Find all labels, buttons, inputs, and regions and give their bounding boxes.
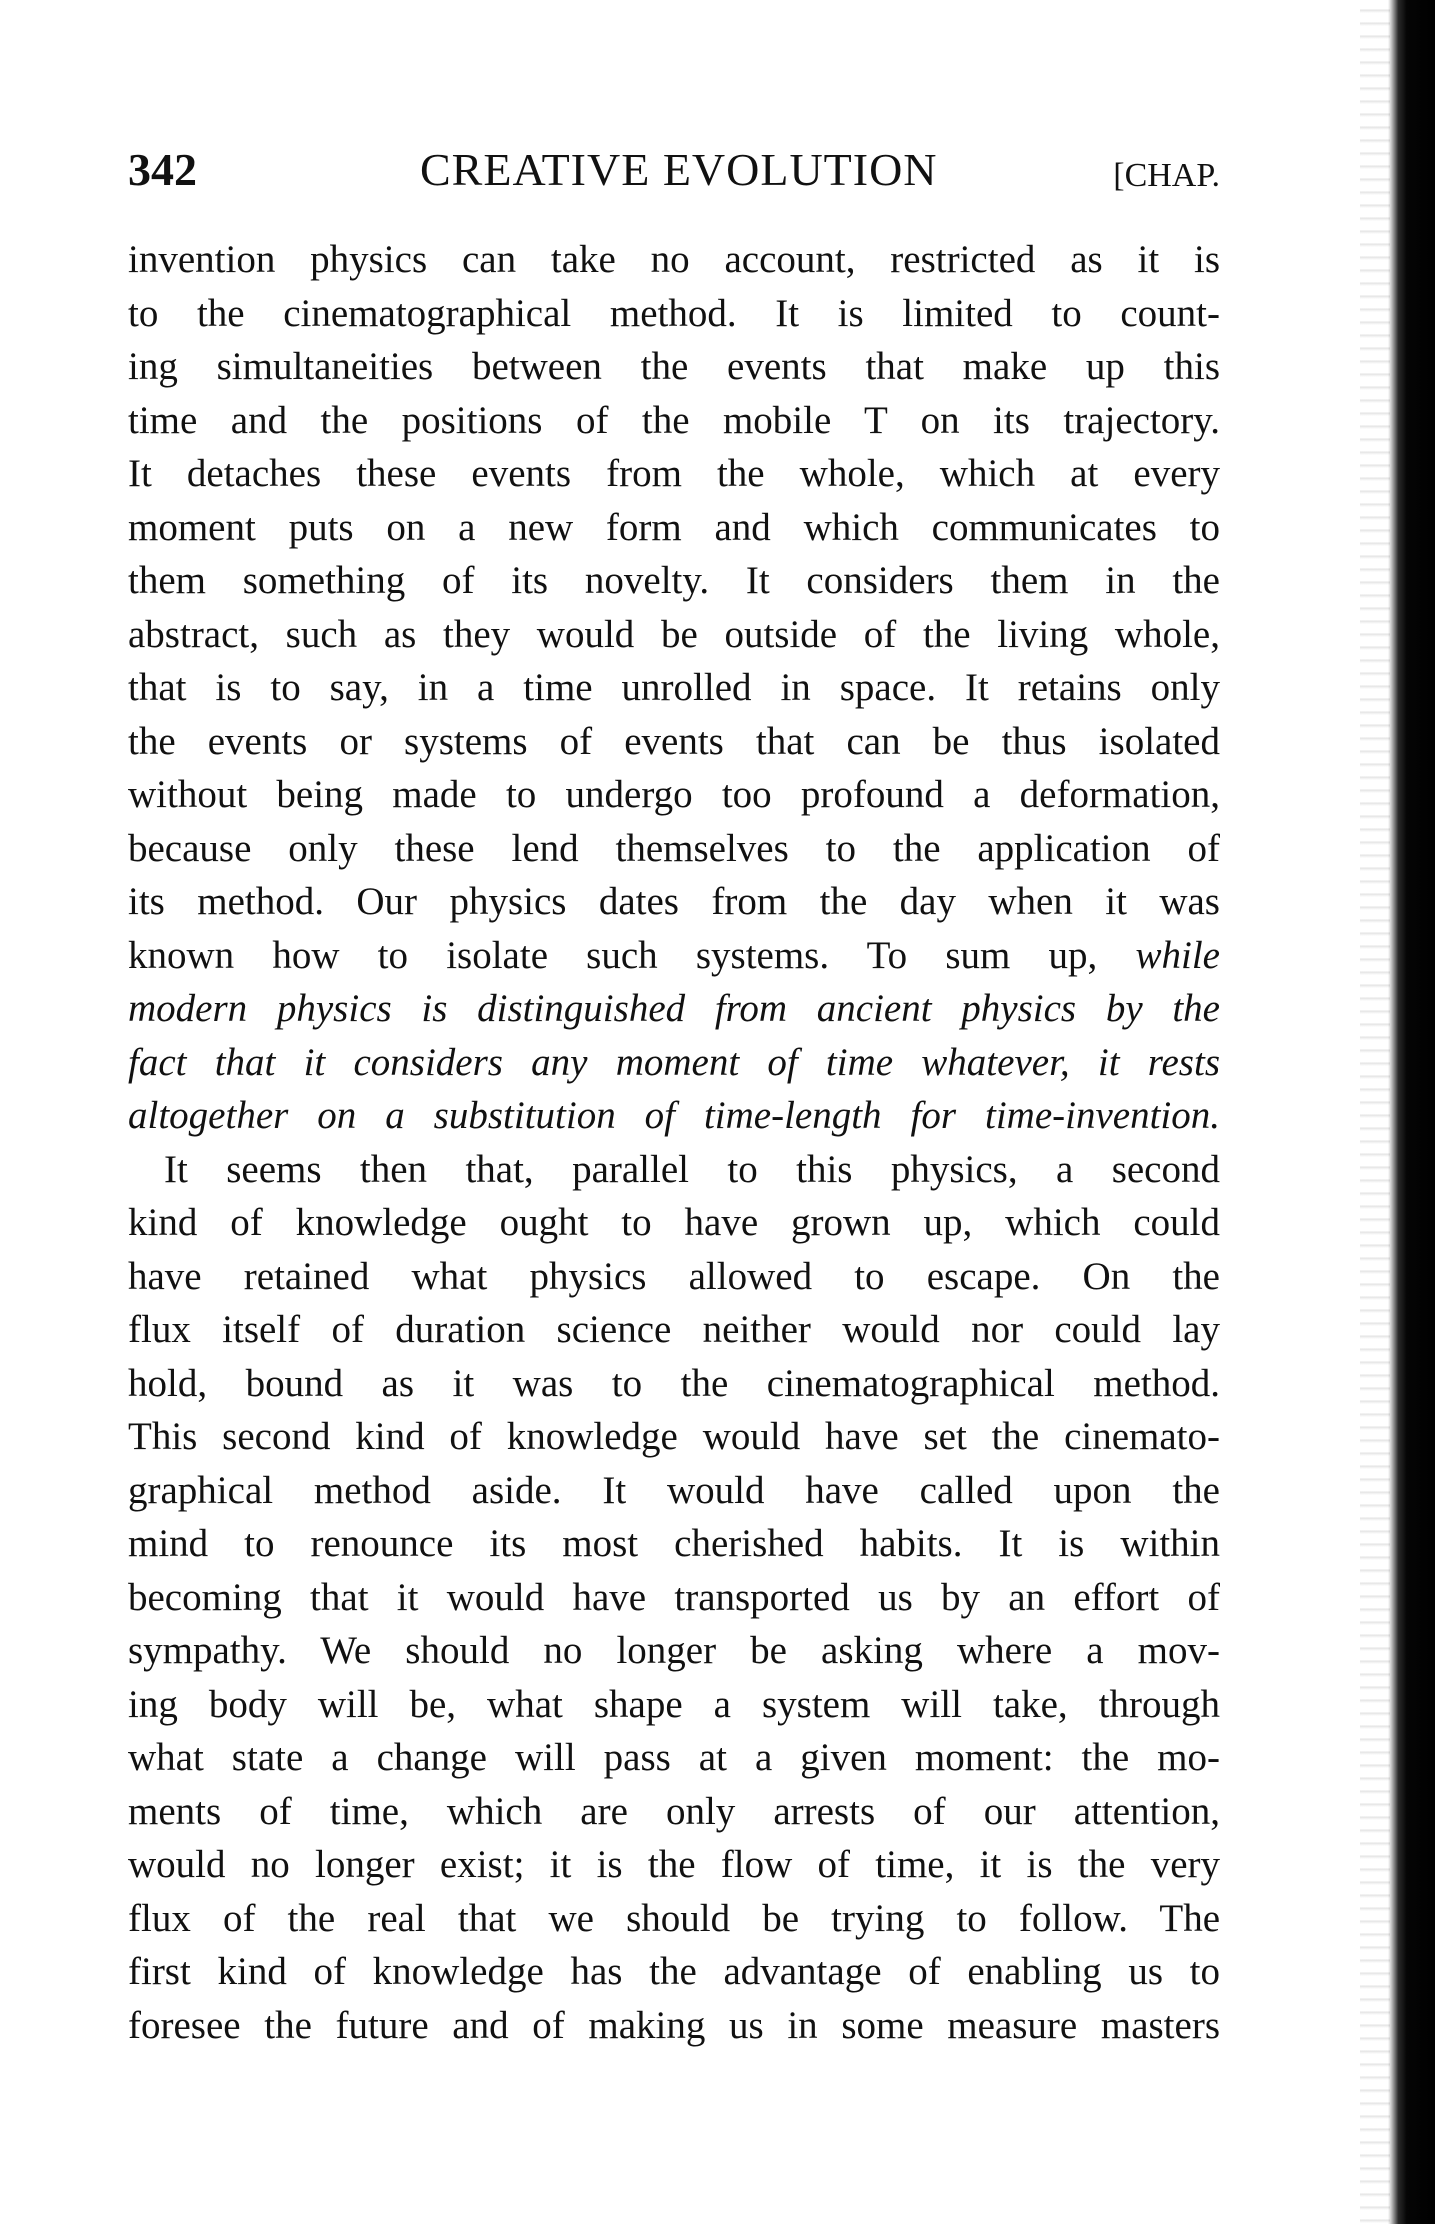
text-line: what state a change will pass at a given moment: the mo- xyxy=(128,1736,1220,1779)
text-line: would no longer exist; it is the flow of time, it is the very xyxy=(128,1843,1220,1886)
text-line: moment puts on a new form and which communicates to xyxy=(128,505,1220,549)
text-line: ing body will be, what shape a system will take, through xyxy=(128,1682,1220,1726)
text-line: flux of the real that we should be trying to follow. The xyxy=(128,1896,1220,1940)
text-line: foresee the future and of making us in some measure masters xyxy=(128,2003,1220,2047)
text-line-roman-part: known how to isolate such systems. To sum up, xyxy=(128,933,1098,977)
text-line: kind of knowledge ought to have grown up, which could xyxy=(128,1201,1220,1244)
text-line: This second kind of knowledge would have set the cinemato- xyxy=(128,1415,1220,1458)
scan-gutter-shadow xyxy=(1388,0,1435,2224)
text-line: have retained what physics allowed to escape. On the xyxy=(128,1254,1220,1298)
text-line-italic: altogether on a substitution of time-length for time-invention. xyxy=(128,1094,1220,1137)
text-line: them something of its novelty. It considers them in the xyxy=(128,559,1220,602)
text-line: without being made to undergo too profound a deformation, xyxy=(128,773,1220,816)
text-line: mind to renounce its most cherished habits. It is within xyxy=(128,1522,1220,1565)
text-line: flux itself of duration science neither would nor could lay xyxy=(128,1308,1220,1351)
text-line-italic-part: while xyxy=(1135,933,1220,977)
text-line: to the cinematographical method. It is limited to count- xyxy=(128,291,1220,335)
paragraph-start-line: It seems then that, parallel to this physics, a second xyxy=(164,1147,1220,1191)
text-line: first kind of knowledge has the advantage of enabling us to xyxy=(128,1950,1220,1993)
book-title: CREATIVE EVOLUTION xyxy=(420,144,938,195)
scan-gutter-speckle xyxy=(1360,0,1390,2224)
text-line: sympathy. We should no longer be asking where a mov- xyxy=(128,1629,1220,1672)
text-line: because only these lend themselves to the application of xyxy=(128,826,1220,870)
text-line: abstract, such as they would be outside of the living whole, xyxy=(128,612,1220,656)
text-line: invention physics can take no account, restricted as it is xyxy=(128,238,1220,281)
text-line: its method. Our physics dates from the day when it was xyxy=(128,880,1220,923)
text-line: ments of time, which are only arrests of our attention, xyxy=(128,1789,1220,1833)
page-body-text xyxy=(128,233,1220,2052)
running-head xyxy=(128,140,1220,200)
text-line: It detaches these events from the whole, which at every xyxy=(128,452,1220,495)
chapter-mark: [CHAP. xyxy=(1113,157,1220,194)
text-line-mixed xyxy=(128,929,1220,983)
text-line: graphical method aside. It would have called upon the xyxy=(128,1468,1220,1512)
text-line: becoming that it would have transported us by an effort of xyxy=(128,1575,1220,1619)
text-line-italic: fact that it considers any moment of time whatever, it rests xyxy=(128,1040,1220,1084)
text-line: hold, bound as it was to the cinematographical method. xyxy=(128,1361,1220,1405)
text-line: ing simultaneities between the events that make up this xyxy=(128,345,1220,388)
text-line: that is to say, in a time unrolled in space. It retains only xyxy=(128,666,1220,709)
text-line: the events or systems of events that can be thus isolated xyxy=(128,719,1220,763)
page-number: 342 xyxy=(128,144,197,195)
text-line: time and the positions of the mobile T on its trajectory. xyxy=(128,398,1220,442)
text-line-italic: modern physics is distinguished from ancient physics by the xyxy=(128,987,1220,1030)
